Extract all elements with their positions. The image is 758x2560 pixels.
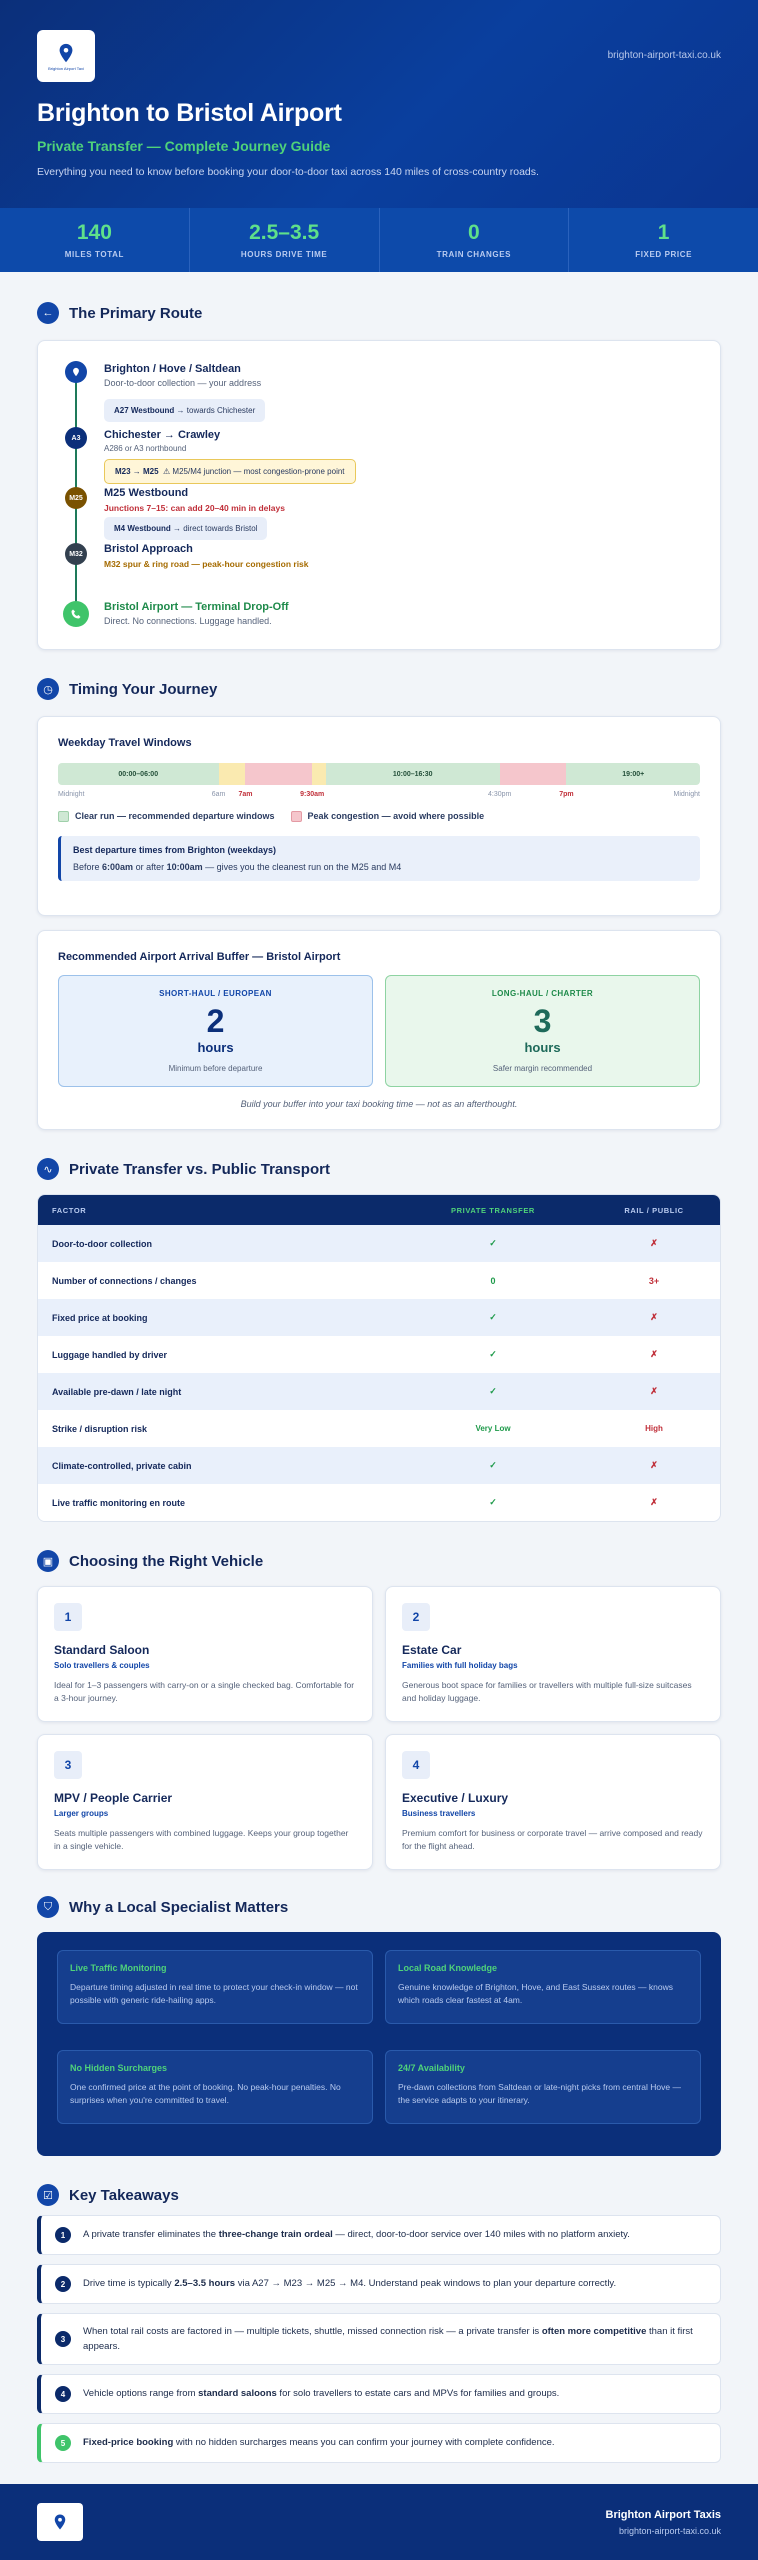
buffer-value: 2 xyxy=(206,1003,225,1039)
row-rail: ✗ xyxy=(650,1312,658,1322)
stat-value: 1 xyxy=(657,221,670,244)
stop-title: Bristol Airport — Terminal Drop-Off xyxy=(104,601,289,613)
section-title: Timing Your Journey xyxy=(69,680,218,698)
vehicle-tag: Families with full holiday bags xyxy=(402,1661,518,1670)
specialist-panel xyxy=(37,1932,721,2156)
site-logo[interactable] xyxy=(37,30,95,82)
takeaway-item xyxy=(37,2215,721,2255)
vehicle-tag: Business travellers xyxy=(402,1809,476,1818)
takeaway-number: 3 xyxy=(55,2331,71,2347)
time-bar xyxy=(58,763,700,785)
tick-label: Midnight xyxy=(58,791,85,798)
section-title: Private Transfer vs. Public Transport xyxy=(69,1160,330,1178)
takeaway-item xyxy=(37,2423,721,2463)
pill-text: → towards Chichester xyxy=(176,406,256,415)
buffer-label: LONG-HAUL / CHARTER xyxy=(491,989,594,998)
row-rail: ✗ xyxy=(650,1497,658,1507)
stat-hours xyxy=(190,208,380,272)
stop-desc: Direct. No connections. Luggage handled. xyxy=(104,616,272,626)
stat-price xyxy=(569,208,758,272)
takeaway-text: When total rail costs are factored in — multiple tickets, shuttle, missed connection risk — a private transfer is often more competitive than it first appears. xyxy=(83,2325,693,2352)
stop-title: Chichester → Crawley xyxy=(104,429,221,441)
time-ticks xyxy=(58,791,700,805)
window-peak-pm xyxy=(500,763,567,785)
best-departure-callout xyxy=(58,836,700,881)
takeaway-text: Fixed-price booking with no hidden surcharges means you can confirm your journey with complete confidence. xyxy=(83,2437,555,2449)
specialist-section xyxy=(0,1896,758,2156)
buffer-long-haul xyxy=(385,975,700,1087)
takeaway-number: 5 xyxy=(55,2435,71,2451)
route-stop-chichester xyxy=(104,429,220,453)
feature-desc: Pre-dawn collections from Saltdean or late-night picks from central Hove — the service adapts to your itinerary. xyxy=(398,2082,681,2106)
table-row xyxy=(38,1447,720,1484)
takeaways-section xyxy=(0,2184,758,2463)
stat-value: 2.5–3.5 xyxy=(249,221,320,244)
row-rail: ✗ xyxy=(650,1349,658,1359)
takeaways-heading xyxy=(37,2184,721,2206)
section-title: Why a Local Specialist Matters xyxy=(69,1898,289,1916)
pill-road: M4 Westbound xyxy=(114,524,171,533)
vehicle-desc: Generous boot space for families or travellers with multiple full-size suitcases and holiday luggage. xyxy=(402,1680,692,1704)
row-private: ✓ xyxy=(489,1349,497,1359)
row-private: ✓ xyxy=(489,1386,497,1396)
vehicle-card-mpv[interactable] xyxy=(37,1734,373,1870)
row-rail: High xyxy=(645,1424,663,1433)
takeaway-text: A private transfer eliminates the three-change train ordeal — direct, door-to-door service over 140 miles with no platform anxiety. xyxy=(83,2229,630,2241)
pill-text: → direct towards Bristol xyxy=(172,524,258,533)
buffer-note: Minimum before departure xyxy=(168,1064,263,1073)
vehicle-name: Standard Saloon xyxy=(54,1643,150,1657)
callout-title: Best departure times from Brighton (weekdays) xyxy=(73,845,277,856)
table-row xyxy=(38,1225,720,1262)
route-pill-m23 xyxy=(104,459,356,484)
route-section xyxy=(0,302,758,650)
legend-clear xyxy=(58,811,275,822)
feature-title: Live Traffic Monitoring xyxy=(70,1963,167,1973)
window-clear-night: 00:00–06:00 xyxy=(58,763,219,785)
row-rail: ✗ xyxy=(650,1460,658,1470)
location-pin-icon xyxy=(55,42,77,64)
card-title: Recommended Airport Arrival Buffer — Bristol Airport xyxy=(58,951,341,963)
table-row xyxy=(38,1373,720,1410)
row-factor: Strike / disruption risk xyxy=(52,1423,148,1434)
page-subtitle: Private Transfer — Complete Journey Guide xyxy=(37,138,331,154)
vehicle-name: Executive / Luxury xyxy=(402,1791,509,1805)
window-clear-day: 10:00–16:30 xyxy=(326,763,500,785)
buffer-label: SHORT-HAUL / EUROPEAN xyxy=(159,989,272,998)
callout-text: Before 6:00am or after 10:00am — gives you the cleanest run on the M25 and M4 xyxy=(73,862,402,873)
window-clear-evening: 19:00+ xyxy=(566,763,700,785)
takeaway-item xyxy=(37,2313,721,2365)
route-stop-m25 xyxy=(104,487,285,513)
arrow-left-icon: ← xyxy=(37,302,59,324)
footer-name: Brighton Airport Taxis xyxy=(605,2508,721,2521)
travel-windows-card xyxy=(37,716,721,916)
vehicle-grid xyxy=(37,1586,721,1870)
table-header xyxy=(38,1195,720,1225)
table-row xyxy=(38,1410,720,1447)
vehicle-number: 1 xyxy=(54,1603,82,1631)
table-row xyxy=(38,1299,720,1336)
row-private: ✓ xyxy=(489,1460,497,1470)
table-row xyxy=(38,1336,720,1373)
page-footer xyxy=(0,2484,758,2560)
route-stop-bristol xyxy=(104,543,309,569)
route-card xyxy=(37,340,721,650)
takeaway-number: 4 xyxy=(55,2386,71,2402)
page-title: Brighton to Bristol Airport xyxy=(37,99,342,127)
map-pin-icon xyxy=(65,361,87,383)
row-factor: Climate-controlled, private cabin xyxy=(52,1460,192,1471)
stat-label: HOURS DRIVE TIME xyxy=(240,250,328,259)
stop-title: M25 Westbound xyxy=(104,487,189,499)
takeaway-list xyxy=(37,2215,721,2463)
tick-label: 4:30pm xyxy=(488,791,512,798)
feature-availability xyxy=(385,2050,701,2124)
buffer-footnote: Build your buffer into your taxi booking time — not as an afterthought. xyxy=(240,1099,518,1109)
feature-desc: Departure timing adjusted in real time to protect your check-in window — not possible with generic ride-hailing apps. xyxy=(70,1982,358,2006)
route-node-m25: M25 xyxy=(65,487,87,509)
buffer-unit: hours xyxy=(197,1040,234,1055)
vehicles-heading xyxy=(37,1550,721,1572)
takeaway-text: Vehicle options range from standard saloons for solo travellers to estate cars and MPVs for families and groups. xyxy=(83,2388,560,2400)
footer-brand xyxy=(606,2509,722,2536)
takeaway-text: Drive time is typically 2.5–3.5 hours via A27 → M23 → M25 → M4. Understand peak windows to plan your departure correctly. xyxy=(83,2278,617,2290)
takeaway-item xyxy=(37,2374,721,2414)
header-factor: FACTOR xyxy=(52,1205,87,1215)
row-private: 0 xyxy=(490,1275,496,1286)
route-heading xyxy=(37,302,721,324)
logo-text: Brighton Airport Taxi xyxy=(48,65,84,71)
vehicle-desc: Ideal for 1–3 passengers with carry-on or a single checked bag. Comfortable for a 3-hour journey. xyxy=(54,1680,355,1704)
window-shoulder xyxy=(312,763,325,785)
stat-miles xyxy=(0,208,190,272)
row-private: ✓ xyxy=(489,1238,497,1248)
window-peak-am xyxy=(245,763,312,785)
feature-local-knowledge xyxy=(385,1950,701,2024)
section-title: The Primary Route xyxy=(69,304,203,322)
timing-section xyxy=(0,678,758,1130)
stop-title: Brighton / Hove / Saltdean xyxy=(104,363,241,375)
takeaway-number: 2 xyxy=(55,2276,71,2292)
buffer-value: 3 xyxy=(533,1003,552,1039)
vehicle-desc: Premium comfort for business or corporate travel — arrive composed and ready for the flight ahead. xyxy=(402,1828,703,1852)
stat-label: MILES TOTAL xyxy=(64,250,124,259)
stop-desc: A286 or A3 northbound xyxy=(104,444,187,453)
pill-road: M23 → M25 xyxy=(115,467,159,476)
vehicle-number: 4 xyxy=(402,1751,430,1779)
vehicle-card-saloon[interactable] xyxy=(37,1586,373,1722)
route-stop-end xyxy=(104,601,289,626)
row-factor: Door-to-door collection xyxy=(52,1238,152,1249)
compare-section xyxy=(0,1158,758,1522)
arrival-buffer-card xyxy=(37,930,721,1130)
legend-peak xyxy=(291,811,485,822)
buffer-short-haul xyxy=(58,975,373,1087)
row-rail: ✗ xyxy=(650,1386,658,1396)
row-factor: Available pre-dawn / late night xyxy=(52,1386,182,1397)
vehicles-section xyxy=(0,1550,758,1870)
row-factor: Fixed price at booking xyxy=(52,1312,148,1323)
legend-swatch xyxy=(58,811,69,822)
feature-title: No Hidden Surcharges xyxy=(70,2063,168,2073)
compare-heading xyxy=(37,1158,721,1180)
vehicle-desc: Seats multiple passengers with combined luggage. Keeps your group together in a single vehicle. xyxy=(54,1828,349,1852)
row-private: ✓ xyxy=(489,1497,497,1507)
route-pill-m4 xyxy=(104,517,267,540)
legend-label: Peak congestion — avoid where possible xyxy=(307,811,485,821)
row-private: ✓ xyxy=(489,1312,497,1322)
legend-swatch xyxy=(291,811,302,822)
feature-no-surcharges xyxy=(57,2050,373,2124)
stat-label: TRAIN CHANGES xyxy=(436,250,512,259)
header-private: PRIVATE TRANSFER xyxy=(451,1205,535,1215)
location-pin-icon xyxy=(51,2513,69,2531)
time-legend xyxy=(58,811,700,822)
vehicle-name: Estate Car xyxy=(402,1643,462,1657)
takeaway-number: 1 xyxy=(55,2227,71,2243)
section-title: Choosing the Right Vehicle xyxy=(69,1552,264,1570)
row-factor: Number of connections / changes xyxy=(52,1275,197,1286)
table-row xyxy=(38,1262,720,1299)
pill-road: A27 Westbound xyxy=(114,406,175,415)
footer-url[interactable]: brighton-airport-taxi.co.uk xyxy=(618,2525,721,2536)
feature-desc: One confirmed price at the point of booking. No peak-hour penalties. No surprises when you're committed to travel. xyxy=(70,2082,341,2106)
row-private: Very Low xyxy=(475,1424,511,1433)
row-factor: Live traffic monitoring en route xyxy=(52,1497,186,1508)
stat-value: 140 xyxy=(76,221,112,244)
footer-logo[interactable] xyxy=(37,2503,83,2541)
feature-title: 24/7 Availability xyxy=(398,2063,465,2073)
legend-label: Clear run — recommended departure windows xyxy=(75,811,275,821)
stats-bar xyxy=(0,208,758,272)
buffer-unit: hours xyxy=(524,1040,561,1055)
route-node-m32: M32 xyxy=(65,543,87,565)
shield-icon: ⛉ xyxy=(37,1896,59,1918)
vehicle-name: MPV / People Carrier xyxy=(54,1791,173,1805)
pill-text: ⚠ M25/M4 junction — most congestion-prone point xyxy=(163,467,345,476)
phone-icon xyxy=(63,601,89,627)
hero-header xyxy=(0,0,758,208)
vehicle-card-estate[interactable] xyxy=(385,1586,721,1722)
tick-label: 9:30am xyxy=(300,791,325,798)
feature-title: Local Road Knowledge xyxy=(398,1963,498,1973)
vehicle-card-executive[interactable] xyxy=(385,1734,721,1870)
check-square-icon: ☑ xyxy=(37,2184,59,2206)
route-node-a3: A3 xyxy=(65,427,87,449)
site-url[interactable]: brighton-airport-taxi.co.uk xyxy=(607,50,721,61)
tick-label: 6am xyxy=(211,791,226,798)
page-intro: Everything you need to know before booking your door-to-door taxi across 140 miles of cross-country roads. xyxy=(37,166,539,178)
stop-desc: Door-to-door collection — your address xyxy=(104,378,262,388)
stop-desc: Junctions 7–15: can add 20–40 min in delays xyxy=(104,503,285,513)
row-rail: 3+ xyxy=(648,1275,660,1286)
tick-label: Midnight xyxy=(673,791,700,798)
section-title: Key Takeaways xyxy=(69,2186,179,2204)
header-rail: RAIL / PUBLIC xyxy=(624,1205,684,1215)
window-shoulder xyxy=(219,763,246,785)
table-row xyxy=(38,1484,720,1521)
row-rail: ✗ xyxy=(650,1238,658,1248)
clock-icon: ◷ xyxy=(37,678,59,700)
bus-icon: ▣ xyxy=(37,1550,59,1572)
route-pill-a27 xyxy=(104,399,265,422)
stat-label: FIXED PRICE xyxy=(635,250,693,259)
stop-desc: M32 spur & ring road — peak-hour congestion risk xyxy=(104,559,309,569)
vehicle-tag: Solo travellers & couples xyxy=(54,1661,150,1670)
route-stop-start xyxy=(104,363,261,388)
vehicle-number: 2 xyxy=(402,1603,430,1631)
vehicle-tag: Larger groups xyxy=(54,1809,109,1818)
timing-heading xyxy=(37,678,721,700)
row-factor: Luggage handled by driver xyxy=(52,1349,168,1360)
card-title: Weekday Travel Windows xyxy=(58,737,192,749)
tick-label: 7am xyxy=(238,791,253,798)
stat-value: 0 xyxy=(468,221,480,244)
takeaway-item xyxy=(37,2264,721,2304)
stat-changes xyxy=(380,208,570,272)
tick-label: 7pm xyxy=(559,791,574,798)
buffer-boxes xyxy=(58,975,700,1087)
buffer-note: Safer margin recommended xyxy=(492,1064,593,1073)
feature-desc: Genuine knowledge of Brighton, Hove, and East Sussex routes — knows which roads clear fastest at 4am. xyxy=(398,1982,673,2006)
activity-icon: ∿ xyxy=(37,1158,59,1180)
comparison-table xyxy=(37,1194,721,1522)
specialist-heading xyxy=(37,1896,721,1918)
feature-traffic xyxy=(57,1950,373,2024)
stop-title: Bristol Approach xyxy=(104,543,193,555)
vehicle-number: 3 xyxy=(54,1751,82,1779)
